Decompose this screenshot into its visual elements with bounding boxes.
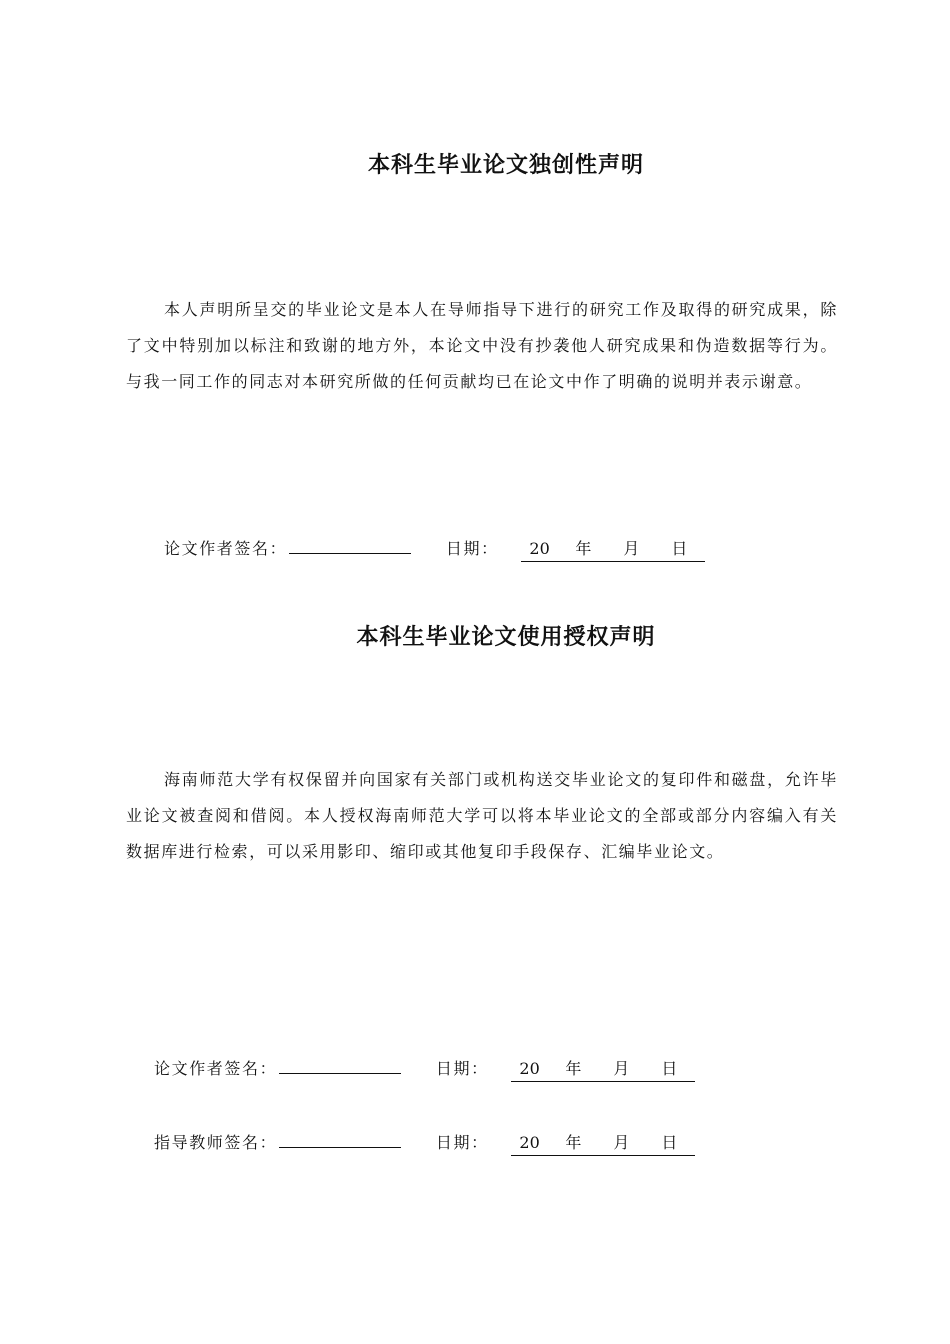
year-prefix: 20: [519, 1133, 540, 1152]
authorization-author-signature-line: [154, 1055, 695, 1079]
month-unit: 月: [623, 539, 640, 558]
author-signature-label: 论文作者签名：: [164, 539, 288, 558]
declaration-signature-line: [164, 535, 705, 559]
month-unit: 月: [613, 1133, 630, 1152]
year-unit: 年: [565, 1059, 582, 1078]
year-unit: 年: [565, 1133, 582, 1152]
date-field[interactable]: [521, 537, 705, 562]
month-unit: 月: [613, 1059, 630, 1078]
day-unit: 日: [661, 1133, 678, 1152]
date-label: 日期：: [445, 539, 499, 558]
declaration-title: 本科生毕业论文独创性声明: [367, 153, 644, 178]
authorization-advisor-signature-line: [154, 1129, 695, 1153]
authorization-body: 海南师范大学有权保留并向国家有关部门或机构送交毕业论文的复印件和磁盘，允许毕业论文被查阅和借阅。本人授权海南师范大学可以将本毕业论文的全部或部分内容编入有关数据库进行检索，可以采用影印、缩印或其他复印手段保存、汇编毕业论文。: [126, 770, 838, 861]
day-unit: 日: [661, 1059, 678, 1078]
advisor-signature-label: 指导教师签名：: [154, 1133, 278, 1152]
date-label: 日期：: [435, 1059, 489, 1078]
advisor-signature-blank[interactable]: [279, 1129, 401, 1148]
date-field[interactable]: [511, 1131, 695, 1156]
date-field[interactable]: [511, 1057, 695, 1082]
declaration-body: 本人声明所呈交的毕业论文是本人在导师指导下进行的研究工作及取得的研究成果，除了文中特别加以标注和致谢的地方外，本论文中没有抄袭他人研究成果和伪造数据等行为。与我一同工作的同志对本研究所做的任何贡献均已在论文中作了明确的说明并表示谢意。: [126, 300, 838, 391]
author-signature-label: 论文作者签名：: [154, 1059, 278, 1078]
date-label: 日期：: [435, 1133, 489, 1152]
year-prefix: 20: [519, 1059, 540, 1078]
author-signature-blank[interactable]: [289, 535, 411, 554]
day-unit: 日: [671, 539, 688, 558]
year-prefix: 20: [529, 539, 550, 558]
year-unit: 年: [575, 539, 592, 558]
author-signature-blank[interactable]: [279, 1055, 401, 1074]
authorization-title: 本科生毕业论文使用授权声明: [356, 625, 656, 650]
